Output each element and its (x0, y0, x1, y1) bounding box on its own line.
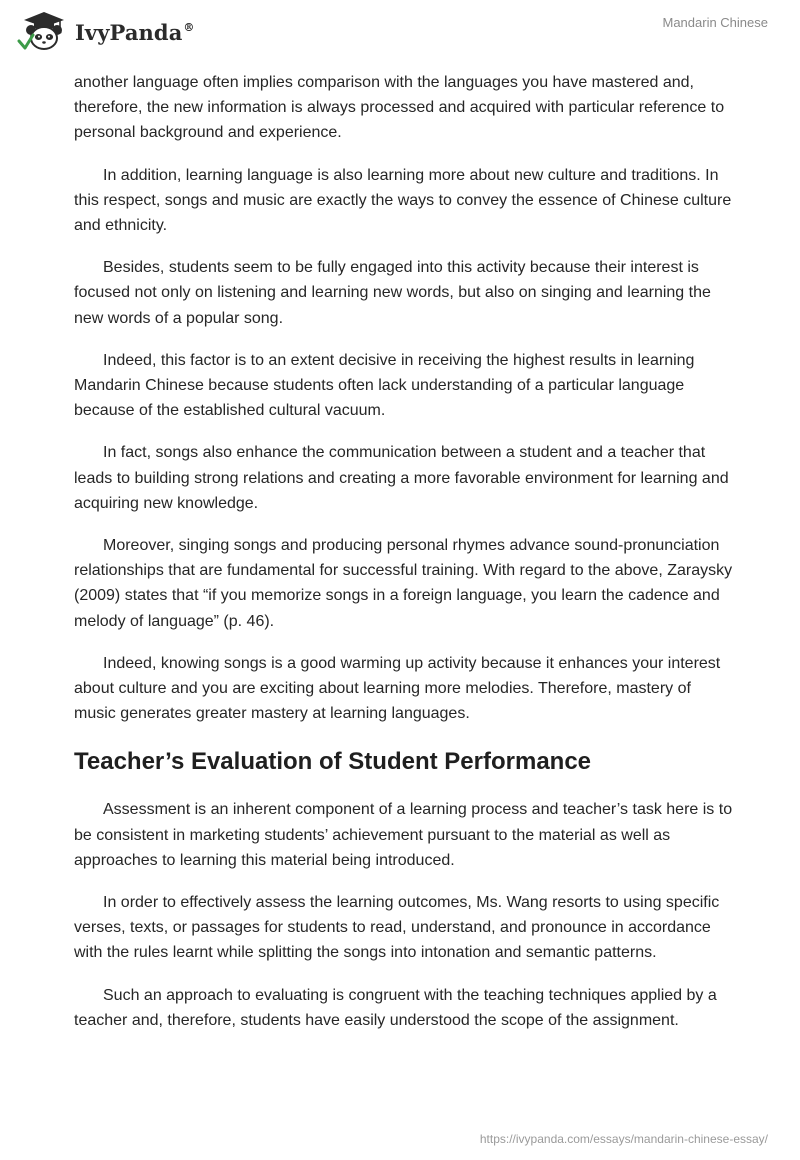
paragraph: In addition, learning language is also learning more about new culture and traditions. In this respect, songs and music are exactly the ways to convey the essence of Chinese culture and ethnicity. (74, 166, 732, 235)
paragraph: In fact, songs also enhance the communication between a student and a teacher that leads to building strong relations and creating a more favorable environment for learning and acquiring new knowledge. (74, 444, 729, 512)
logo-text: IvyPanda (75, 19, 183, 45)
source-url[interactable]: https://ivypanda.com/essays/mandarin-chinese-essay/ (479, 1132, 768, 1146)
paragraph: another language often implies comparison with the languages you have mastered and, therefore, the new information is always processed and acquired with particular reference to personal background and experience. (74, 74, 725, 142)
paragraph: Moreover, singing songs and producing personal rhymes advance sound-pronunciation relationships that are fundamental for successful training. With regard to the above, Zaraysky (2009) states that “if you memorize songs in a foreign language, you learn the cadence and melody of language” (p. 46). (74, 537, 733, 630)
paragraph: Indeed, this factor is to an extent decisive in receiving the highest results in learning Mandarin Chinese because students often lack understanding of a particular language because of the established cultural vacuum. (74, 351, 695, 420)
paragraph: Assessment is an inherent component of a learning process and teacher’s task here is to be consistent in marketing students’ achievement pursuant to the material as well as approaches to learning this material being introduced. (74, 801, 733, 869)
paragraph: Such an approach to evaluating is congruent with the teaching techniques applied by a teacher and, therefore, students have easily understood the scope of the assignment. (74, 986, 717, 1029)
document-topic: Mandarin Chinese (662, 15, 768, 30)
essay-body (74, 70, 736, 1050)
page-header (0, 0, 800, 66)
logo-wordmark (75, 20, 195, 45)
panda-graduate-icon (14, 8, 70, 52)
section-heading: Teacher’s Evaluation of Student Performance (74, 748, 592, 776)
registered-mark: ® (183, 20, 195, 34)
paragraph: Besides, students seem to be fully engaged into this activity because their interest is focused not only on listening and learning new words, but also on singing and learning the new words of a popular song. (74, 259, 711, 327)
ivypanda-logo[interactable] (14, 8, 195, 52)
paragraph: Indeed, knowing songs is a good warming up activity because it enhances your interest about culture and you are exciting about learning more melodies. Therefore, mastery of music generates greater mastery at learning languages. (74, 654, 721, 723)
paragraph: In order to effectively assess the learning outcomes, Ms. Wang resorts to using specific verses, texts, or passages for students to read, understand, and pronounce in accordance with the rules learnt while splitting the songs into intonation and semantic patterns. (74, 894, 720, 962)
